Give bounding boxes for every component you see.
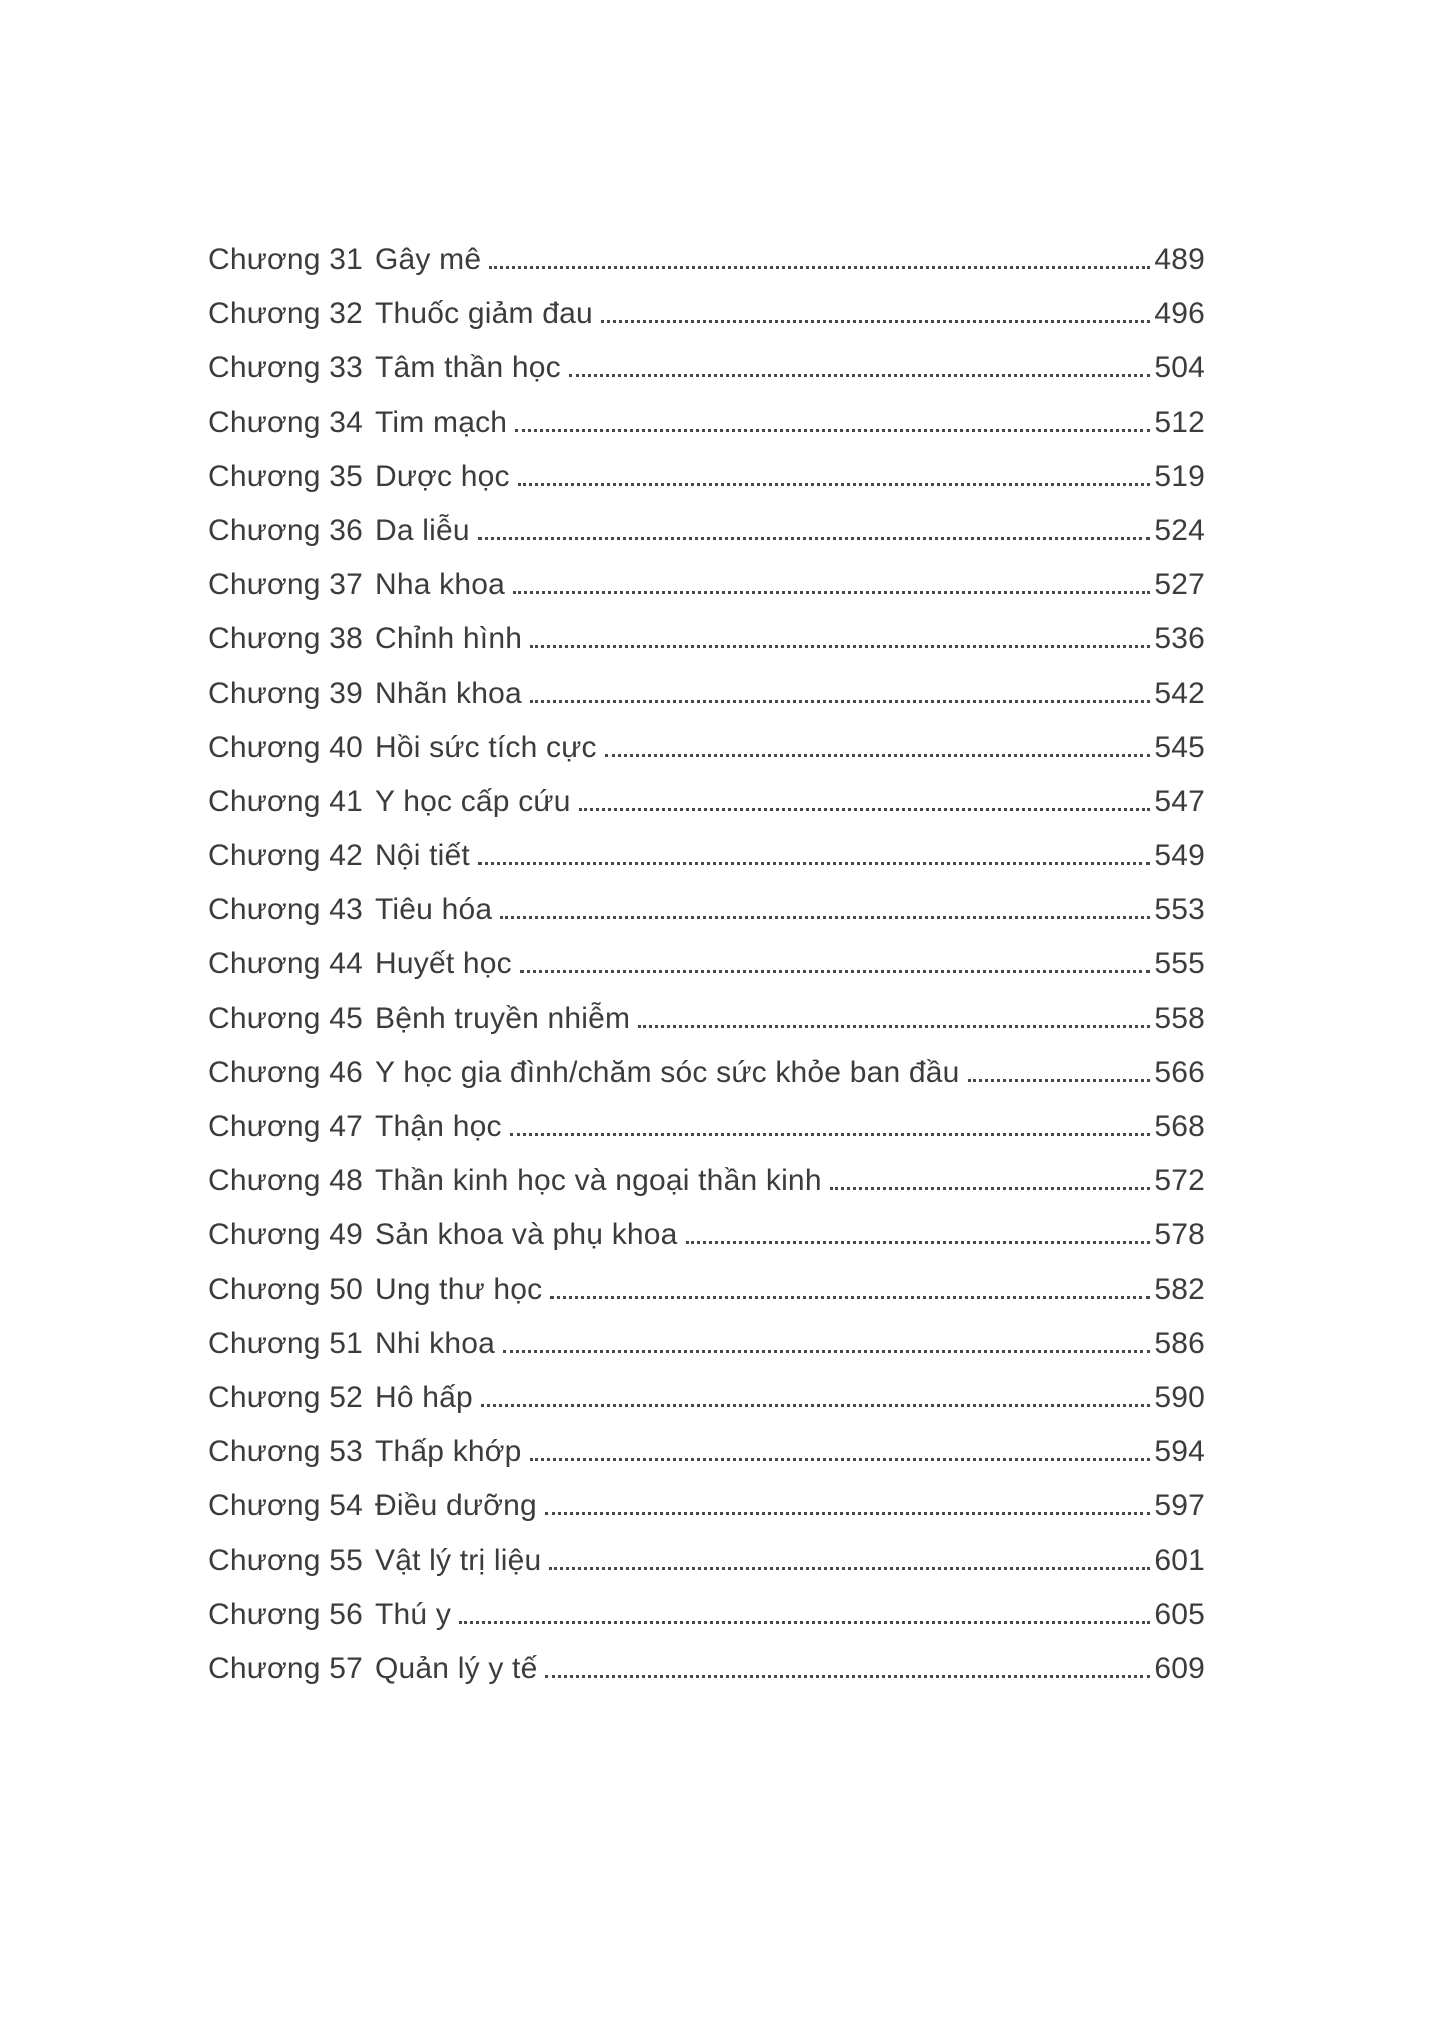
- dot-leader: [513, 591, 1150, 594]
- chapter-label: Chương 40: [208, 730, 363, 764]
- dot-leader: [478, 537, 1151, 540]
- chapter-title: Hồi sức tích cực: [375, 730, 597, 764]
- chapter-title: Thấp khớp: [375, 1435, 522, 1469]
- toc-entry: [208, 667, 1205, 721]
- toc-entry: [208, 1588, 1205, 1642]
- chapter-title: Da liễu: [375, 513, 470, 547]
- page-number: 555: [1154, 947, 1205, 981]
- chapter-label: Chương 45: [208, 1001, 363, 1035]
- page-number: 601: [1154, 1543, 1205, 1577]
- toc-entry: [208, 233, 1205, 287]
- dot-leader: [579, 808, 1151, 811]
- page-number: 605: [1154, 1597, 1205, 1631]
- dot-leader: [830, 1187, 1151, 1190]
- chapter-title: Chỉnh hình: [375, 622, 523, 656]
- page-number: 536: [1154, 622, 1205, 656]
- chapter-label: Chương 43: [208, 893, 363, 927]
- page-number: 568: [1154, 1110, 1205, 1143]
- chapter-label: Chương 55: [208, 1543, 363, 1577]
- page-number: 504: [1154, 351, 1205, 385]
- dot-leader: [530, 1458, 1151, 1461]
- page-number: 558: [1154, 1001, 1205, 1035]
- dot-leader: [459, 1621, 1150, 1624]
- page-number: 597: [1154, 1489, 1205, 1523]
- chapter-title: Bệnh truyền nhiễm: [375, 1001, 631, 1035]
- page-number: 496: [1154, 297, 1205, 331]
- chapter-title: Nha khoa: [375, 568, 506, 602]
- toc-entry: [208, 1100, 1205, 1154]
- chapter-label: Chương 50: [208, 1272, 363, 1306]
- dot-leader: [530, 700, 1150, 703]
- chapter-label: Chương 46: [208, 1055, 363, 1089]
- chapter-title: Nội tiết: [375, 839, 470, 873]
- toc-entry: [208, 341, 1205, 395]
- toc-entry: [208, 450, 1205, 504]
- dot-leader: [500, 916, 1150, 919]
- chapter-label: Chương 31: [208, 243, 363, 276]
- chapter-label: Chương 41: [208, 784, 363, 818]
- page-number: 512: [1154, 405, 1205, 439]
- toc-entry: [208, 1154, 1205, 1208]
- chapter-label: Chương 39: [208, 676, 363, 710]
- chapter-label: Chương 48: [208, 1164, 363, 1198]
- chapter-title: Thần kinh học và ngoại thần kinh: [375, 1164, 822, 1198]
- toc-entry: [208, 612, 1205, 666]
- page-number: 542: [1154, 676, 1205, 710]
- page-number: 609: [1154, 1651, 1205, 1685]
- chapter-title: Tim mạch: [375, 405, 508, 439]
- chapter-label: Chương 53: [208, 1435, 363, 1469]
- toc-entry: [208, 558, 1205, 612]
- chapter-title: Tiêu hóa: [375, 893, 493, 927]
- chapter-title: Thận học: [375, 1110, 502, 1143]
- dot-leader: [968, 1079, 1151, 1082]
- dot-leader: [478, 862, 1150, 865]
- chapter-label: Chương 33: [208, 351, 363, 385]
- dot-leader: [503, 1350, 1150, 1353]
- chapter-label: Chương 44: [208, 947, 363, 981]
- toc-entry: [208, 721, 1205, 775]
- toc-entry: [208, 775, 1205, 829]
- dot-leader: [489, 266, 1150, 269]
- page-number: 527: [1154, 568, 1205, 602]
- page-number: 545: [1154, 730, 1205, 764]
- chapter-label: Chương 57: [208, 1651, 363, 1685]
- page-number: 549: [1154, 839, 1205, 873]
- toc-entry: [208, 1371, 1205, 1425]
- chapter-title: Huyết học: [375, 947, 512, 981]
- chapter-label: Chương 47: [208, 1110, 363, 1143]
- page-number: 590: [1154, 1380, 1205, 1414]
- chapter-title: Nhãn khoa: [375, 676, 522, 710]
- page-number: 594: [1154, 1435, 1205, 1469]
- page-number: 566: [1154, 1055, 1205, 1089]
- chapter-label: Chương 51: [208, 1326, 363, 1360]
- page-number: 572: [1154, 1164, 1205, 1198]
- table-of-contents: [208, 233, 1205, 1696]
- toc-entry: [208, 829, 1205, 883]
- chapter-label: Chương 54: [208, 1489, 363, 1523]
- chapter-title: Dược học: [375, 459, 510, 493]
- toc-entry: [208, 396, 1205, 450]
- chapter-title: Vật lý trị liệu: [375, 1543, 542, 1577]
- chapter-title: Hô hấp: [375, 1380, 473, 1414]
- dot-leader: [530, 645, 1150, 648]
- chapter-title: Quản lý y tế: [375, 1651, 538, 1685]
- chapter-title: Điều dưỡng: [375, 1489, 537, 1523]
- chapter-title: Y học cấp cứu: [375, 784, 571, 818]
- toc-entry: [208, 1046, 1205, 1100]
- dot-leader: [545, 1512, 1151, 1515]
- dot-leader: [601, 320, 1150, 323]
- page-number: 547: [1154, 784, 1205, 818]
- chapter-label: Chương 37: [208, 568, 363, 602]
- dot-leader: [638, 1025, 1150, 1028]
- dot-leader: [550, 1296, 1150, 1299]
- page-number: 578: [1154, 1218, 1205, 1252]
- toc-entry: [208, 1479, 1205, 1533]
- chapter-title: Sản khoa và phụ khoa: [375, 1218, 678, 1252]
- dot-leader: [515, 429, 1150, 432]
- chapter-label: Chương 38: [208, 622, 363, 656]
- toc-entry: [208, 883, 1205, 937]
- toc-entry: [208, 504, 1205, 558]
- toc-entry: [208, 1534, 1205, 1588]
- toc-entry: [208, 1642, 1205, 1696]
- toc-entry: [208, 287, 1205, 341]
- chapter-label: Chương 42: [208, 839, 363, 873]
- dot-leader: [481, 1404, 1150, 1407]
- dot-leader: [569, 374, 1151, 377]
- chapter-label: Chương 34: [208, 405, 363, 439]
- toc-entry: [208, 1263, 1205, 1317]
- chapter-title: Y học gia đình/chăm sóc sức khỏe ban đầu: [375, 1055, 960, 1089]
- chapter-title: Tâm thần học: [375, 351, 561, 385]
- chapter-label: Chương 35: [208, 459, 363, 493]
- page-number: 582: [1154, 1272, 1205, 1306]
- chapter-title: Ung thư học: [375, 1272, 543, 1306]
- chapter-title: Gây mê: [375, 243, 482, 276]
- page-number: 489: [1154, 243, 1205, 276]
- chapter-label: Chương 49: [208, 1218, 363, 1252]
- dot-leader: [510, 1133, 1151, 1136]
- toc-entry: [208, 1425, 1205, 1479]
- dot-leader: [520, 970, 1150, 973]
- page-number: 519: [1154, 459, 1205, 493]
- chapter-title: Nhi khoa: [375, 1326, 496, 1360]
- chapter-label: Chương 52: [208, 1380, 363, 1414]
- dot-leader: [518, 483, 1151, 486]
- toc-entry: [208, 1208, 1205, 1262]
- toc-entry: [208, 992, 1205, 1046]
- page-number: 524: [1154, 513, 1205, 547]
- chapter-title: Thú y: [375, 1597, 452, 1631]
- chapter-title: Thuốc giảm đau: [375, 297, 593, 331]
- chapter-label: Chương 32: [208, 297, 363, 331]
- chapter-label: Chương 36: [208, 513, 363, 547]
- toc-entry: [208, 1317, 1205, 1371]
- dot-leader: [545, 1675, 1150, 1678]
- dot-leader: [605, 754, 1151, 757]
- page-number: 586: [1154, 1326, 1205, 1360]
- page-number: 553: [1154, 893, 1205, 927]
- chapter-label: Chương 56: [208, 1597, 363, 1631]
- toc-entry: [208, 937, 1205, 991]
- dot-leader: [549, 1567, 1150, 1570]
- dot-leader: [686, 1241, 1151, 1244]
